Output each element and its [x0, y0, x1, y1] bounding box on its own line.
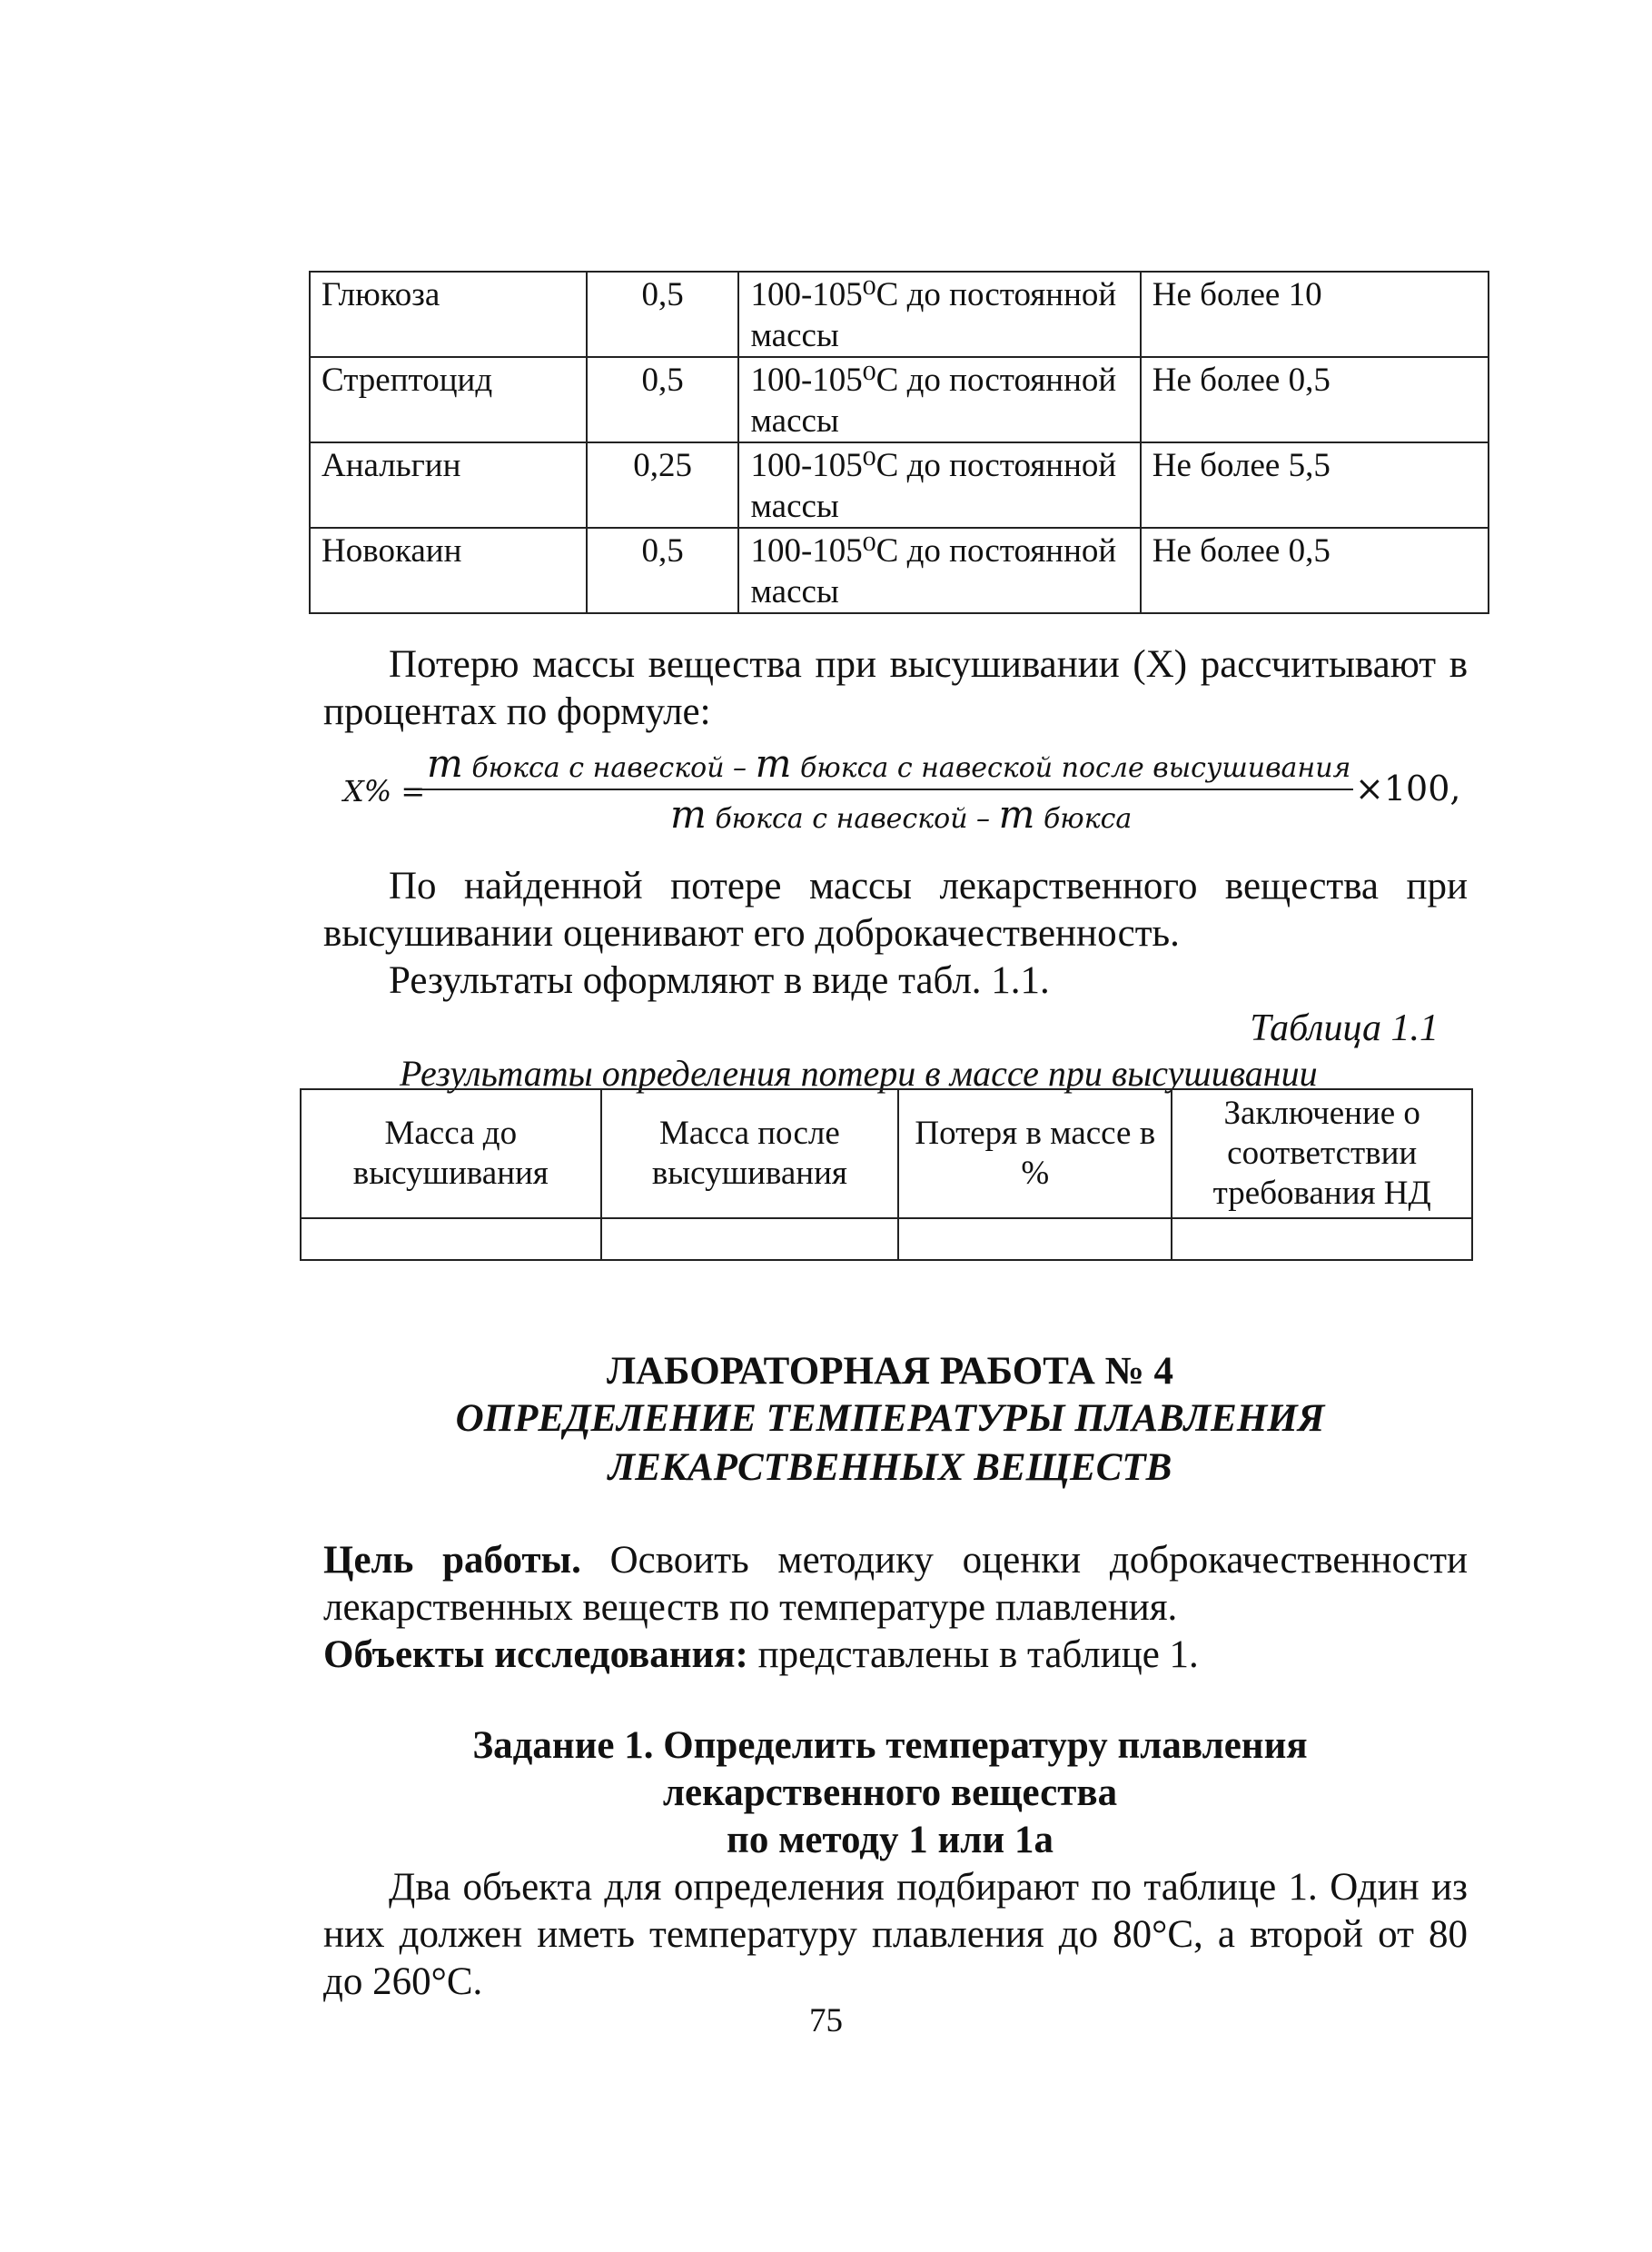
- column-header: Масса до высушивания: [301, 1089, 601, 1218]
- table-label: Таблица 1.1: [1250, 1007, 1439, 1049]
- column-header: Потеря в массе в %: [898, 1089, 1172, 1218]
- objects-paragraph: [323, 1632, 1468, 1679]
- fraction-bar: [420, 789, 1353, 790]
- results-paragraph: Результаты оформляют в виде табл. 1.1.: [389, 959, 1050, 1002]
- objects-label: Объекты исследования:: [323, 1633, 748, 1676]
- drying-condition: 100-105⁰С до постоянной массы: [738, 272, 1140, 357]
- table-title: Результаты определения потери в массе при высушивании: [400, 1053, 1318, 1094]
- table-row: [301, 1218, 1472, 1260]
- task-heading-line3: по методу 1 или 1а: [727, 1819, 1054, 1861]
- sample-mass: 0,5: [587, 528, 739, 613]
- drying-conditions-table: [309, 271, 1489, 614]
- formula-numerator: m бюкса с навеской – m бюкса с навеской после высушивания: [427, 741, 1351, 786]
- drying-condition: 100-105⁰С до постоянной массы: [738, 528, 1140, 613]
- sample-mass: 0,25: [587, 442, 739, 528]
- formula-lhs: X% =: [343, 774, 426, 809]
- formula-intro-paragraph: Потерю массы вещества при высушивании (X) рассчитывают в процентах по формуле:: [323, 643, 1468, 733]
- sample-mass: 0,5: [587, 357, 739, 442]
- objects-text: представлены в таблице 1.: [747, 1633, 1199, 1676]
- column-header: Масса после высушивания: [601, 1089, 899, 1218]
- table-header-row: [301, 1089, 1472, 1218]
- table-row: [310, 528, 1489, 613]
- empty-cell: [898, 1218, 1172, 1260]
- loss-norm: Не более 10: [1141, 272, 1489, 357]
- loss-norm: Не более 5,5: [1141, 442, 1489, 528]
- empty-cell: [1172, 1218, 1472, 1260]
- sample-mass: 0,5: [587, 272, 739, 357]
- loss-norm: Не более 0,5: [1141, 528, 1489, 613]
- quality-paragraph: По найденной потере массы лекарственного вещества при высушивании оценивают его доброкачественность.: [323, 865, 1468, 955]
- loss-formula: [343, 741, 1479, 841]
- task-heading-line2: лекарственного вещества: [662, 1771, 1118, 1814]
- task-heading-line1: Задание 1. Определить температуру плавления: [472, 1724, 1308, 1767]
- table-row: [310, 442, 1489, 528]
- formula-multiplier: ×100,: [1355, 769, 1461, 809]
- drying-condition: 100-105⁰С до постоянной массы: [738, 357, 1140, 442]
- formula-denominator: m бюкса с навеской – m бюкса: [670, 792, 1133, 837]
- table-row: [310, 272, 1489, 357]
- lab-topic-heading-line1: ОПРЕДЕЛЕНИЕ ТЕМПЕРАТУРЫ ПЛАВЛЕНИЯ: [455, 1397, 1325, 1440]
- substance-name: Новокаин: [310, 528, 587, 613]
- substance-name: Глюкоза: [310, 272, 587, 357]
- lab-topic-heading-line2: ЛЕКАРСТВЕННЫХ ВЕЩЕСТВ: [608, 1446, 1172, 1489]
- goal-label: Цель работы.: [323, 1539, 581, 1582]
- results-table: [300, 1088, 1473, 1261]
- loss-norm: Не более 0,5: [1141, 357, 1489, 442]
- page-number: 75: [809, 2002, 843, 2039]
- empty-cell: [301, 1218, 601, 1260]
- substance-name: Стрептоцид: [310, 357, 587, 442]
- drying-condition: 100-105⁰С до постоянной массы: [738, 442, 1140, 528]
- objects-selection-paragraph: Два объекта для определения подбирают по таблице 1. Один из них должен иметь температуру плавления до 80°С, а второй от 80 до 260°С.: [323, 1866, 1468, 2003]
- goal-paragraph: [323, 1537, 1468, 1632]
- empty-cell: [601, 1218, 899, 1260]
- column-header: Заключение о соответствии требования НД: [1172, 1089, 1472, 1218]
- lab-work-heading: ЛАБОРАТОРНАЯ РАБОТА № 4: [606, 1350, 1174, 1393]
- table-row: [310, 357, 1489, 442]
- goal-text: Освоить методику оценки доброкачественности лекарственных веществ по температуре плавления.: [323, 1539, 1469, 1629]
- substance-name: Анальгин: [310, 442, 587, 528]
